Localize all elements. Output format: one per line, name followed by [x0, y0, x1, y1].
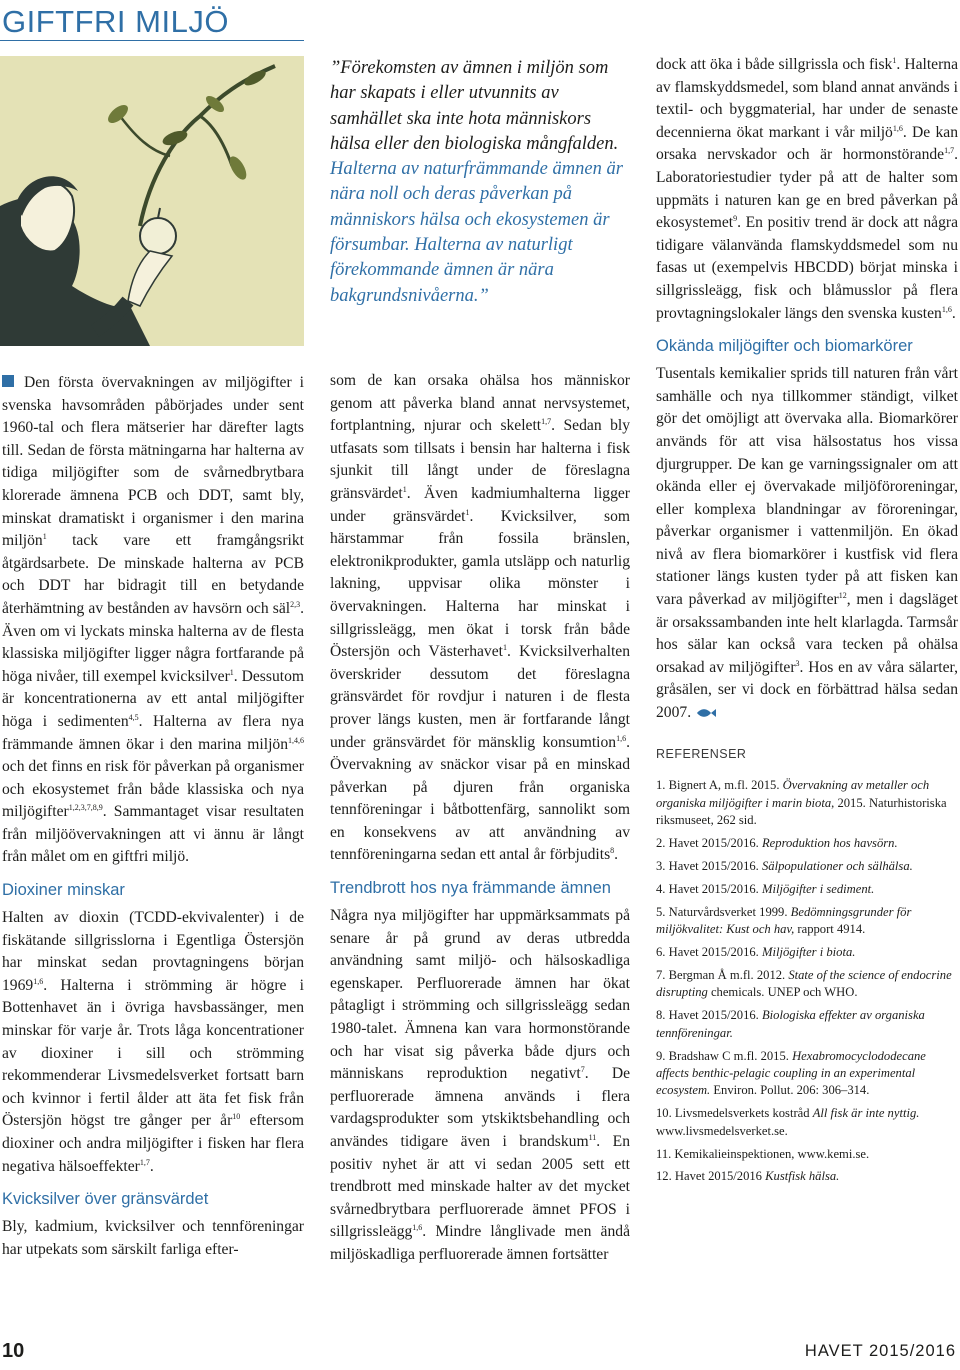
section-title-rule [0, 40, 304, 41]
column-2 [330, 370, 630, 1267]
flame-retardant-paragraph: dock att öka i både sillgrissla och fisk$^1$. Halterna av flamskyddsmedel, som bland annat används i textil- och byggmaterial, har under de senaste decennierna ökat markant i vår miljö$^{1,6}$. De kan orsaka nervskador och är hormonstörande$^{1,7}$. Laboratoriestudier tyder på att de halter som uppmäts i naturen kan ge en bred påverkan på ekosystemet$^9$. En positiv trend är dock att några tidigare välanvända flamskyddsmedel som nu fasas ut (exempelvis HBCDD) börjat minska i sillgrissleägg, fisk och blåmusslor på flera provtagningslokaler längs den svenska kusten$^{1,6}$. [656, 55, 959, 322]
pull-quote-part1: ”Förekomsten av ämnen i miljön som har skapats i eller utvunnits av samhället ska inte hota människors hälsa eller den biologiska mångfalden. [330, 58, 619, 154]
reference-item: 9. Bradshaw C m.fl. 2015. Hexabromocyclododecane affects benthic-pelagic coupling in an experimental ecosystem. Environ. Pollut. 206: 306–314. [656, 1048, 926, 1098]
pull-quote-part2: Halterna av naturfrämmande ämnen är nära noll och deras påverkan på människors hälsa och ekosystemen är försumbar. [330, 159, 623, 256]
publication-title: HAVET 2015/2016 [804, 1342, 956, 1360]
reference-item: 8. Havet 2015/2016. Biologiska effekter av organiska tennföreningar. [656, 1008, 925, 1040]
pull-quote [330, 56, 630, 309]
column-1 [2, 372, 304, 1261]
subheading-unknown-pollutants: Okända miljögifter och biomarkörer [656, 337, 913, 356]
reference-item: 2. Havet 2015/2016. Reproduktion hos havsörn. [656, 835, 898, 850]
subheading-dioxin: Dioxiner minskar [2, 881, 125, 900]
illustration-person-with-apple [0, 56, 304, 346]
trend-paragraph: Några nya miljögifter har uppmärksammats på senare år på grund av deras utbredda användning samt miljö- och hälsoskadliga egenskaper. Perfluorerade ämnen har ökat påtagligt i strömming och sillgrissleägg sedan 1980-talet. Ämnena kan vara hormonstörande och har visat sig påverka både djurs och människans reproduktion negativt$^7$. De perfluorerade ämnena används i flera vardagsprodukter som ytskiktsbehandling och användes tidigare även i brandskum$^{11}$. En positiv nyhet är att vi sedan 2005 sett ett trendbrott med minskade halter av det mycket svårnedbrytbara perfluorerade ämnet PFOS i sillgrissleägg$^{1,6}$. Mindre långlivade men ändå miljöskadliga perfluorerade ämnen fortsätter [330, 907, 630, 1263]
reference-item: 5. Naturvårdsverket 1999. Bedömningsgrunder för miljökvalitet: Kust och hav, rapport 4914. [656, 904, 912, 937]
intro-paragraph: Den första övervakningen av miljögifter i svenska havsområden påbörjades under sent 1960-tal och flera mätserier har därefter lagts till. Sedan de första mätningarna har halterna av tidiga miljögifter som de svårnedbrytbara klorerade ämnena PCB och DDT, samt bly, minskat dramatiskt i organismer i den marina miljön$^1$ tack vare ett framgångsrikt åtgärdsarbete. De minskade halterna av PCB och DDT har bidragit till en betydande återhämtning av bestånden av havsörn och säl$^{2,3}$. Även om vi lyckats minska halterna av de flesta klassiska miljögifter ligger några fortfarande på höga nivåer, till exempel kvicksilver$^1$. Dessutom är koncentrationerna av ett antal miljögifter höga i sedimenten$^{4,5}$. Halterna av flera nya främmande ämnen ökar i den marina miljön$^{1,4,6}$ och det finns en risk för påverkan på organismer och ekosystemet från både klassiska och nya miljögifter$^{1,2,3,7,8,9}$. Sammantaget visar resultaten från miljöövervakningen att vi ännu är långt från målet om en giftfri miljö. [2, 374, 304, 866]
metals-paragraph: som de kan orsaka ohälsa hos människor genom att påverka bland annat nervsystemet, fortplantning, njurar och skelett$^{1,7}$. Sedan bly utfasats som tillsats i bensin har halterna i fisk sjunkit till långt under de föreslagna gränsvärdet$^1$. Även kadmiumhalterna ligger under gränsvärdet$^1$. Kvicksilver, som härstammar från fossila bränslen, elektronikprodukter, gamla utsläpp och naturlig lakning, uppvisar olika mönster i övervakningen. Halterna har minskat i sillgrissleägg, men ökat i torsk från både Östersjön och Västerhavet$^1$. Kvicksilverhalten överskrider dessutom det föreslagna gränsvärdet för rovdjur i naturen i de flesta prover längs kusten, men är fortfarande långt under gränsvärdet för mänsklig konsumtion$^{1,6}$. Övervakning av snäckor visar på en minskad påverkan på djuren från organiska tennföreningar i båtbottenfärg, sannolikt som en konsekvens av att användning av tennföreningarna sedan ett antal år förbjudits$^8$. [330, 372, 631, 864]
reference-item: 6. Havet 2015/2016. Miljögifter i biota. [656, 944, 856, 959]
pull-quote-part3: Halterna av naturligt förekommande ämnen är nära bakgrundsnivåerna.” [330, 235, 573, 306]
reference-item: 3. Havet 2015/2016. Sälpopulationer och sälhälsa. [656, 858, 913, 873]
reference-item: 1. Bignert A, m.fl. 2015. Övervakning av metaller och organiska miljögifter i marin biota, 2015. Naturhistoriska riksmuseet, 262 sid. [656, 778, 947, 828]
reference-item: 12. Havet 2015/2016 Kustfisk hälsa. [656, 1169, 840, 1184]
reference-item: 7. Bergman Å m.fl. 2012. State of the science of endocrine disrupting chemicals. UNEP och WHO. [656, 967, 952, 1000]
biomarkers-paragraph: Tusentals kemikalier sprids till naturen från vårt samhälle och nya tillkommer ständigt, vilket gör det omöjligt att övervaka alla. Biomarkörer används för att visa hälsostatus hos vissa djurgrupper. De kan ge varningssignaler om att okända eller ej övervakade miljöföroreningar, eller komplexa blandningar av föroreningar, påverkar organismer i vattenmiljön. En ökad nivå av flera biomarkörer i kustfisk vid flera stationer längs kusten tyder på att fisken kan vara påverkad av miljögifter$^{12}$, men i dagsläget är orsakssambanden inte helt klarlagda. Tarmsår hos sälar kan också vara tecken på ohälsa orsakad av miljögifter$^3$. Hos en av våra sälarter, gråsälen, ser vi dock en förbättrad hälsa sedan 2007. [656, 365, 958, 722]
subheading-mercury: Kvicksilver över gränsvärdet [2, 1190, 209, 1209]
illustration-svg [0, 56, 304, 346]
reference-item: 10. Livsmedelsverkets kostråd All fisk är inte nyttig. www.livsmedelsverket.se. [656, 1106, 920, 1138]
references-list [656, 777, 958, 1186]
blue-square-icon [2, 375, 14, 387]
references-title: REFERENSER [656, 746, 747, 761]
page-number: 10 [2, 1340, 25, 1362]
fish-end-mark-icon [695, 706, 717, 720]
reference-item: 4. Havet 2015/2016. Miljögifter i sediment. [656, 881, 875, 896]
mercury-paragraph: Bly, kadmium, kvicksilver och tennföreningar har utpekats som särskilt farliga efter- [2, 1218, 304, 1258]
reference-item: 11. Kemikalieinspektionen, www.kemi.se. [656, 1146, 870, 1161]
section-title: GIFTFRI MILJÖ [2, 4, 229, 39]
dioxin-paragraph: Halten av dioxin (TCDD-ekvivalenter) i de fiskätande sillgrisslorna i Egentliga Östersjön har minskat sedan provtagningens början 1969$^{1,6}$. Halterna i strömming är högre i Bottenhavet än i övriga havsbassänger, men minskar för varje år. Trots låga koncentrationer av dioxiner i sill och strömming rekommenderar Livsmedelsverket fortsatt barn och kvinnor i fertil ålder att äta fet fisk från Östersjön högst tre gånger per $år^{10}$ eftersom dioxiner och andra miljögifter i fisken har flera negativa hälsoeffekter$^{1,7}$. [2, 909, 304, 1175]
subheading-trend: Trendbrott hos nya främmande ämnen [330, 879, 611, 898]
column-3 [656, 54, 958, 1191]
